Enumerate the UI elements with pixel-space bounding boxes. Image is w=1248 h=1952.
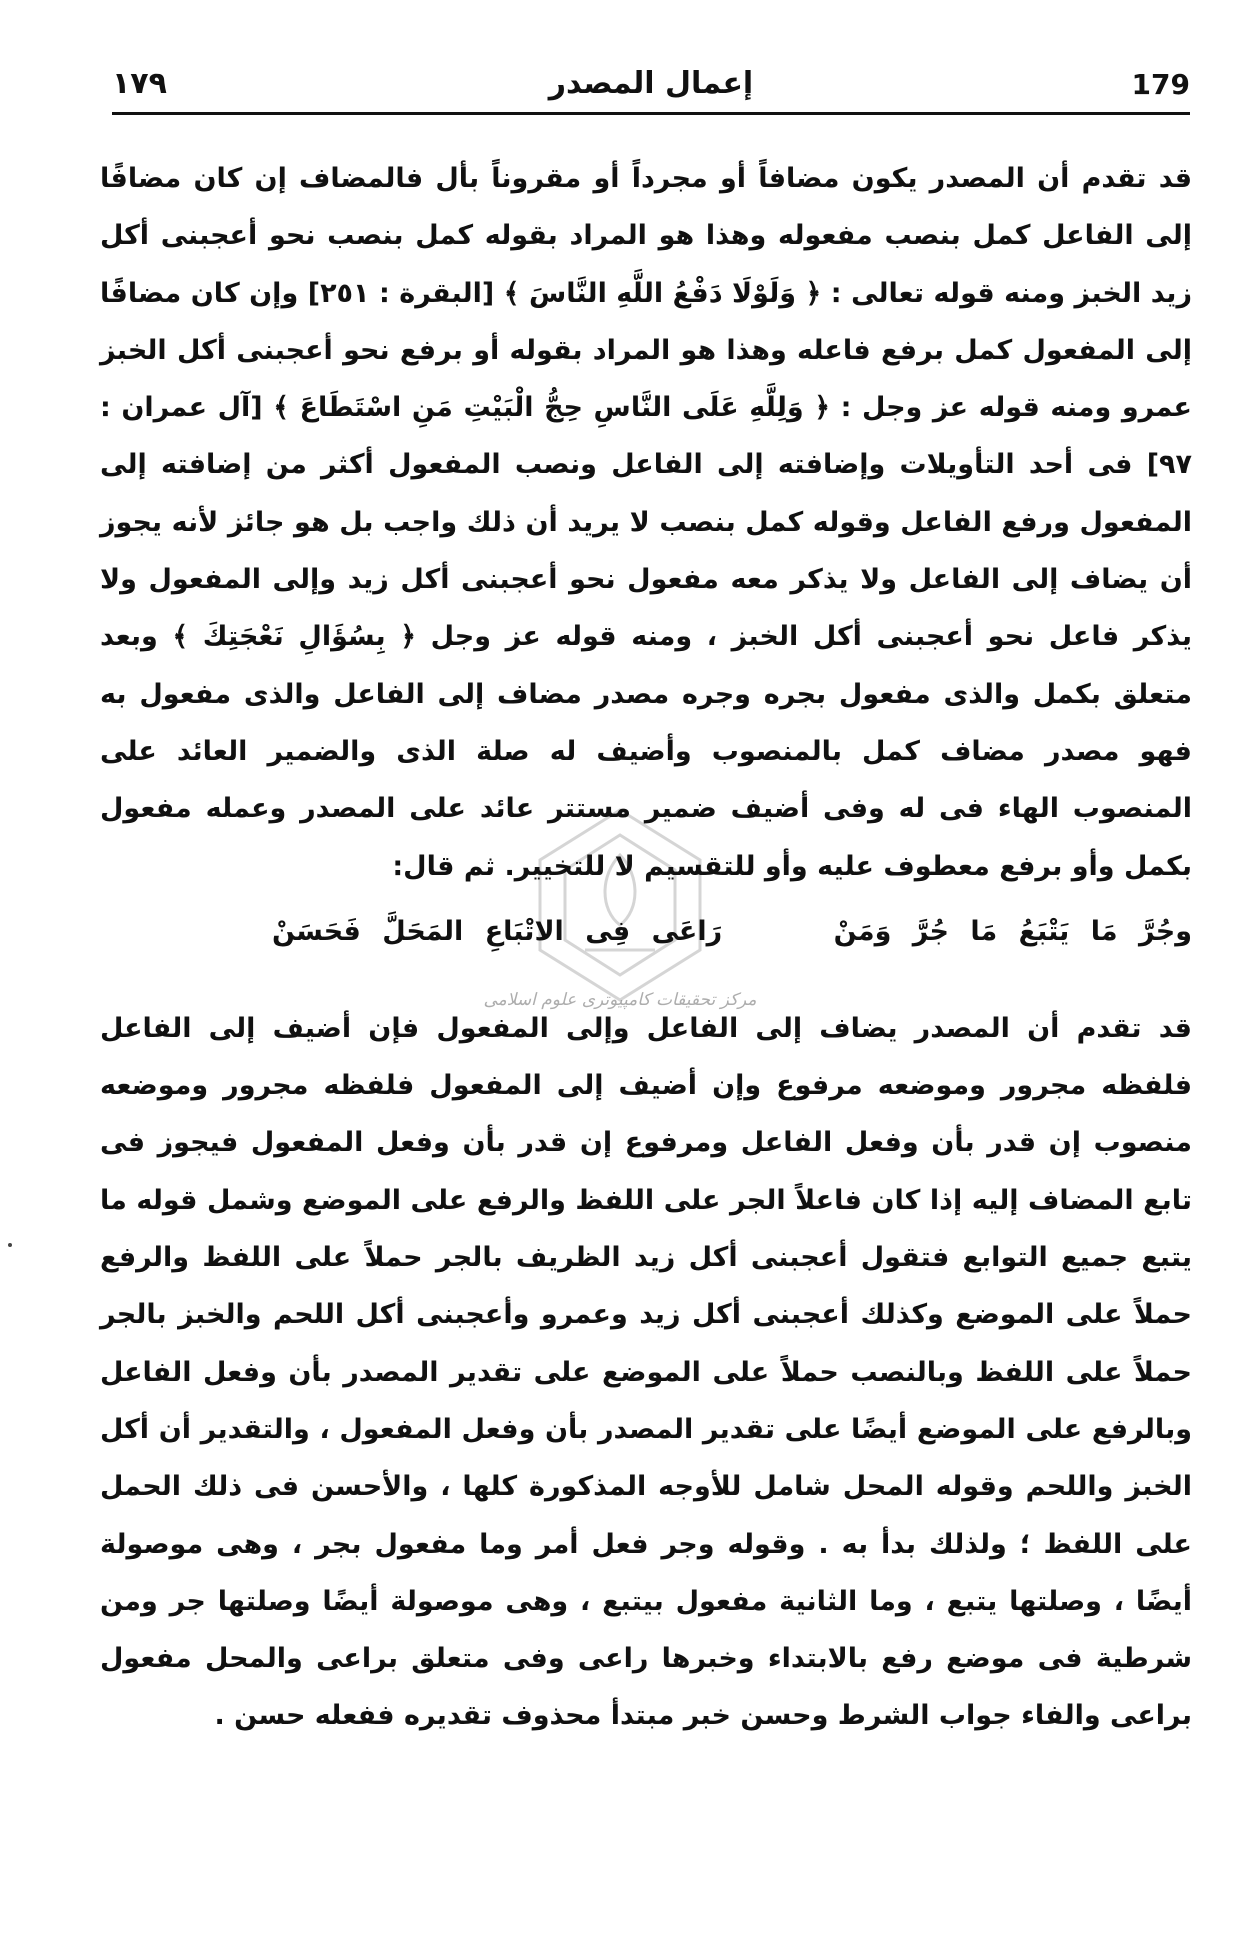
header-rule — [112, 112, 1190, 115]
page-header — [112, 66, 1190, 110]
paragraph-2: قد تقدم أن المصدر يضاف إلى الفاعل وإلى المفعول فإن أضيف إلى الفاعل فلفظه مجرور وموضعه مرفوع وإن أضيف إلى المفعول فلفظه مجرور وموضعه منصوب إن قدر بأن وفعل الفاعل ومرفوع إن قدر بأن وفعل المفعول فيجوز فى تابع المضاف إليه إذا كان فاعلاً الجر على اللفظ والرفع على الموضع وشمل قوله ما يتبع جميع التوابع فتقول أعجبنى أكل زيد الظريف بالجر حملاً على اللفظ والرفع حملاً على الموضع وكذلك أعجبنى أكل زيد وعمرو وأعجبنى أكل اللحم والخبز بالجر حملاً على اللفظ وبالنصب حملاً على الموضع على تقدير المصدر بأن وفعل الفاعل وبالرفع على الموضع أيضًا على تقدير المصدر بأن وفعل المفعول ، والتقدير أن أكل الخبز واللحم وقوله المحل شامل للأوجه المذكورة كلها ، والأحسن فى ذلك الحمل على اللفظ ؛ ولذلك بدأ به . وقوله وجر فعل أمر وما مفعول بجر ، وهى موصولة أيضًا ، وصلتها يتبع ، وما الثانية مفعول بيتبع ، وهى موصولة أيضًا وصلتها جر ومن شرطية فى موضع رفع بالابتداء وخبرها راعى وفى متعلق براعى والمحل مفعول براعى والفاء جواب الشرط وحسن خبر مبتدأ محذوف تقديره ففعله حسن . — [100, 1012, 1192, 1732]
page-number-latin: 179 — [1131, 68, 1190, 101]
verse-hemistich-1: وجُرَّ مَا يَتْبَعُ مَا جُرَّ وَمَنْ — [833, 915, 1192, 947]
verse-line — [100, 903, 1192, 960]
watermark-caption: مركز تحقيقات كامپيوتری علوم اسلامی — [483, 990, 757, 1010]
verse-hemistich-2: رَاعَى فِى الاتْبَاعِ المَحَلَّ فَحَسَنْ — [271, 915, 723, 947]
scan-speck — [8, 1243, 12, 1247]
paragraph-1: قد تقدم أن المصدر يكون مضافاً أو مجرداً أو مقروناً بأل فالمضاف إن كان مضافًا إلى الفاعل كمل بنصب مفعوله وهذا هو المراد بقوله كمل بنصب نحو أعجبنى أكل زيد الخبز ومنه قوله تعالى : ﴿ وَلَوْلَا دَفْعُ اللَّهِ النَّاسَ ﴾ [البقرة : ٢٥١] وإن كان مضافًا إلى المفعول كمل برفع فاعله وهذا هو المراد بقوله أو برفع نحو أعجبنى أكل الخبز عمرو ومنه قوله عز وجل : ﴿ وَلِلَّهِ عَلَى النَّاسِ حِجُّ الْبَيْتِ مَنِ اسْتَطَاعَ ﴾ [آل عمران : ٩٧] فى أحد التأويلات وإضافته إلى الفاعل ونصب المفعول أكثر من إضافته إلى المفعول ورفع الفاعل وقوله كمل بنصب لا يريد أن ذلك واجب بل هو جائز لأنه يجوز أن يضاف إلى الفاعل ولا يذكر معه مفعول نحو أعجبنى أكل زيد وإلى المفعول ولا يذكر فاعل نحو أعجبنى أكل الخبز ، ومنه قوله عز وجل ﴿ بِسُؤَالِ نَعْجَتِكَ ﴾ وبعد متعلق بكمل والذى مفعول بجره وجره مصدر مضاف إلى الفاعل والذى مفعول به فهو مصدر مضاف كمل بالمنصوب وأضيف له صلة الذى والضمير العائد على المنصوب الهاء فى له وفى أضيف ضمير مستتر عائد على المصدر وعمله مفعول بكمل وأو برفع معطوف عليه وأو للتقسيم لا للتخيير. ثم قال: — [100, 163, 1192, 882]
running-title: إعمال المصدر — [548, 66, 754, 101]
page-number-arabic: ١٧٩ — [112, 66, 167, 101]
page-body — [100, 150, 1192, 1745]
